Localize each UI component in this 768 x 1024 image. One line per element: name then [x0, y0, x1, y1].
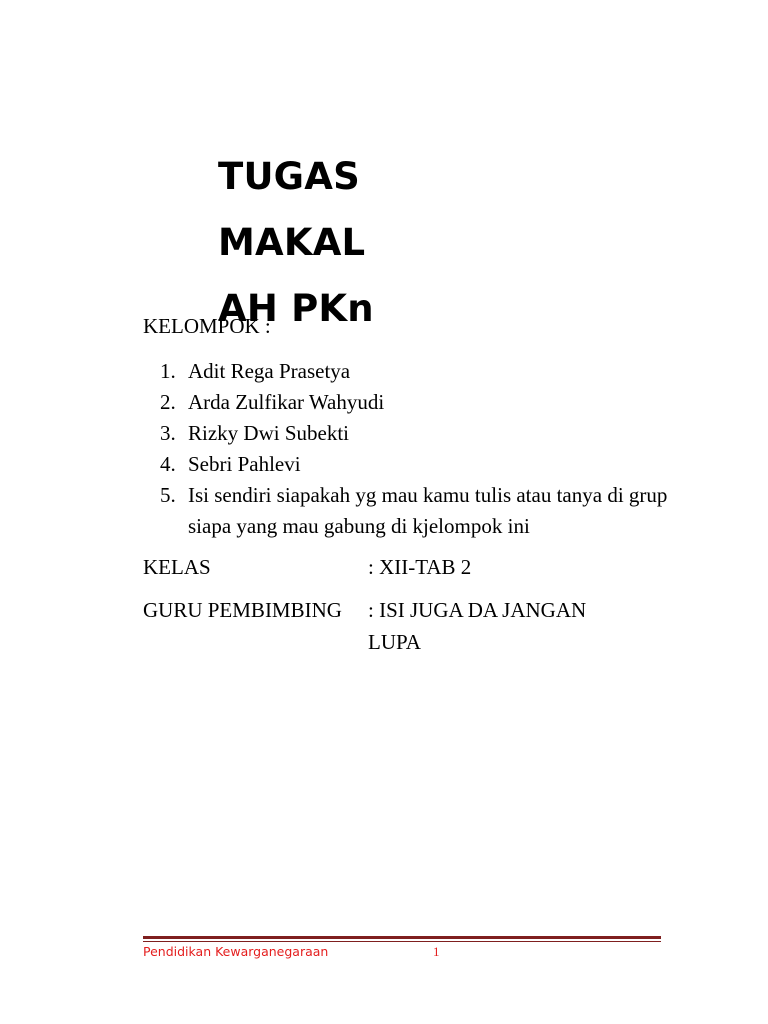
- member-name: Sebri Pahlevi: [188, 452, 301, 476]
- title-line-2: MAKAL: [218, 221, 366, 264]
- member-item: [160, 418, 680, 449]
- member-number: 2.: [160, 390, 176, 414]
- guru-value: : ISI JUGA DA JANGAN LUPA: [368, 598, 587, 654]
- footer-rule-thick: [143, 936, 661, 939]
- member-number: 5.: [160, 483, 176, 507]
- footer-page-number: 1: [433, 944, 440, 959]
- member-number: 3.: [160, 421, 176, 445]
- member-name: Adit Rega Prasetya: [188, 359, 351, 383]
- member-item: [160, 356, 680, 387]
- member-name: Rizky Dwi Subekti: [188, 421, 349, 445]
- member-name: Arda Zulfikar Wahyudi: [188, 390, 385, 414]
- member-number: 1.: [160, 359, 176, 383]
- member-item: [160, 387, 680, 418]
- kelas-label: KELAS: [143, 555, 211, 579]
- member-name: Isi sendiri siapakah yg mau kamu tulis atau tanya di grup siapa yang mau gabung di kjelompok ini: [188, 483, 668, 538]
- kelas-value: : XII-TAB 2: [368, 555, 472, 579]
- title-line-1: TUGAS: [218, 155, 360, 198]
- footer-subject: Pendidikan Kewarganegaraan: [143, 944, 329, 959]
- guru-label: GURU PEMBIMBING: [143, 598, 342, 622]
- kelompok-label: KELOMPOK :: [143, 314, 271, 338]
- footer-rule-thin: [143, 941, 661, 942]
- member-item: [160, 449, 680, 480]
- member-list: [160, 356, 680, 542]
- member-item: [160, 480, 680, 542]
- member-number: 4.: [160, 452, 176, 476]
- title-line-3: AH PKn: [218, 287, 374, 330]
